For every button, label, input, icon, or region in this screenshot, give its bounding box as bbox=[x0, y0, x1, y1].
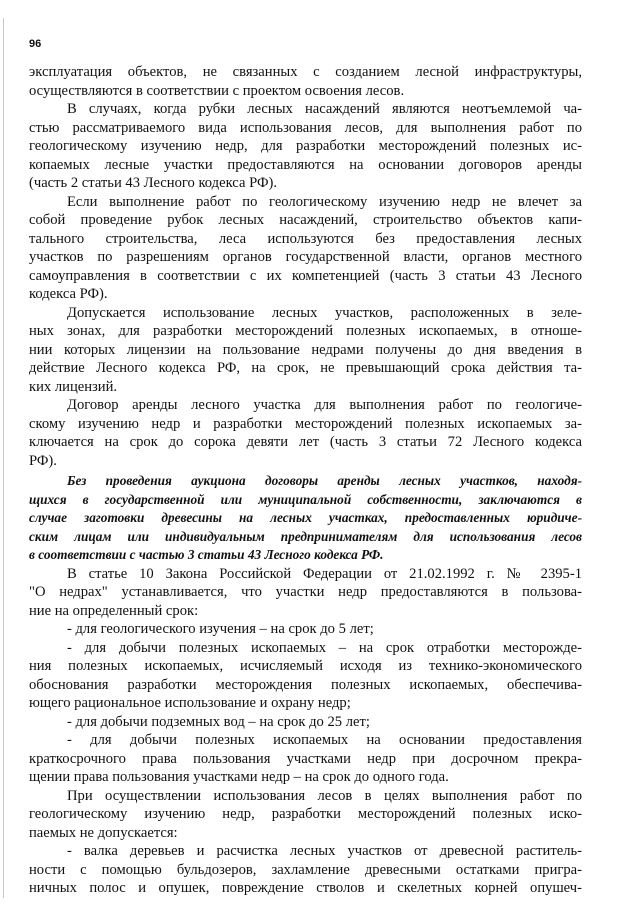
text-line: ключается на срок до сорока девяти лет (часть 3 статьи 72 Лесного кодекса bbox=[29, 434, 582, 450]
paragraph bbox=[29, 304, 582, 397]
list-item bbox=[29, 731, 582, 787]
text-line: нии которых лицензии на пользование недрами получены до дня введения в bbox=[29, 341, 582, 358]
text-line: случае заготовки древесины на лесных участках, предоставленных юридиче- bbox=[29, 510, 582, 526]
text-line: ющего рациональное использование и охрану недр; bbox=[29, 695, 351, 712]
text-line: стью рассматриваемого вида использования лесов, для выполнения работ по bbox=[29, 119, 582, 136]
text-line: При осуществлении использования лесов в целях выполнения работ по bbox=[67, 787, 582, 804]
text-line: Без проведения аукциона договоры аренды лесных участков, находя- bbox=[67, 473, 582, 488]
paragraph bbox=[29, 396, 582, 470]
text-line: Если выполнение работ по геологическому изучению недр не влечет за bbox=[67, 193, 582, 210]
text-line: В статье 10 Закона Российской Федерации от 21.02.1992 г. № 2395-1 bbox=[67, 565, 582, 582]
text-line: - для добычи полезных ископаемых – на срок отработки месторожде- bbox=[67, 639, 582, 656]
text-line: (часть 2 статьи 43 Лесного кодекса РФ). bbox=[29, 175, 277, 191]
text-line: "О недрах" устанавливается, что участки недр предоставляются в пользова- bbox=[29, 584, 582, 601]
text-line: ких лицензий. bbox=[29, 378, 118, 395]
text-line: копаемых лесные участки предоставляются на основании договоров аренды bbox=[29, 156, 582, 173]
list-item bbox=[29, 639, 582, 713]
text-line: скому изучению недр и разработки месторождений полезных ископаемых за- bbox=[29, 415, 582, 432]
text-line: самоуправления в соответствии с их компетенцией (часть 3 статьи 43 Лесного bbox=[29, 267, 582, 284]
text-line: собой проведение рубок лесных насаждений, строительство объектов капи- bbox=[29, 212, 582, 228]
list-item bbox=[29, 620, 582, 639]
text-line: ским лицам или индивидуальным предпринимателям для использования лесов bbox=[29, 528, 582, 544]
text-line: эксплуатация объектов, не связанных с созданием лесной инфраструктуры, bbox=[29, 64, 582, 80]
text-line: ности с помощью бульдозеров, захламление древесными остатками пригра- bbox=[29, 861, 582, 878]
text-line: ных зонах, для разработки месторождений полезных ископаемых, в отноше- bbox=[29, 323, 582, 339]
text-line: - валка деревьев и расчистка лесных участков от древесной раститель- bbox=[67, 843, 582, 860]
text-line: геологическому изучению недр, разработки месторождений полезных иско- bbox=[29, 806, 582, 823]
text-line: кодекса РФ). bbox=[29, 286, 108, 302]
text-line: ние на определенный срок: bbox=[29, 602, 199, 619]
text-line: обоснования разработки месторождения полезных ископаемых, обеспечива- bbox=[29, 676, 582, 693]
page-number: 96 bbox=[29, 38, 42, 50]
text-line: осуществляются в соответствии с проектом освоения лесов. bbox=[29, 82, 405, 99]
text-line: в соответствии с частью 3 статьи 43 Лесного кодекса РФ. bbox=[29, 547, 384, 563]
italic-paragraph bbox=[29, 472, 582, 565]
text-line: действие Лесного кодекса РФ, на срок, не превышающий срока действия та- bbox=[29, 360, 582, 376]
text-line: краткосрочного права пользования участками недр при досрочном прекра- bbox=[29, 750, 582, 767]
body-text bbox=[29, 63, 582, 898]
text-line: - для добычи подземных вод – на срок до 25 лет; bbox=[67, 713, 370, 730]
paragraph bbox=[29, 787, 582, 843]
text-line: В случаях, когда рубки лесных насаждений являются неотъемлемой ча- bbox=[67, 101, 582, 117]
paragraph bbox=[29, 193, 582, 304]
text-line: Допускается использование лесных участков, расположенных в зеле- bbox=[67, 304, 582, 321]
text-line: щении права пользования участками недр – на срок до одного года. bbox=[29, 769, 449, 786]
paragraph bbox=[29, 565, 582, 621]
paragraph bbox=[29, 100, 582, 193]
text-line: РФ). bbox=[29, 452, 57, 469]
text-line: геологическому изучению недр, для разработки месторождений полезных ис- bbox=[29, 138, 582, 154]
text-line: щихся в государственной или муниципальной собственности, заключаются в bbox=[29, 491, 582, 507]
text-line: ничных полос и опушек, повреждение стволов и скелетных корней опушеч- bbox=[29, 880, 582, 897]
text-line: паемых не допускается: bbox=[29, 824, 178, 841]
list-item bbox=[29, 713, 582, 732]
list-item bbox=[29, 842, 582, 898]
text-line: тального строительства, леса используются без предоставления лесных bbox=[29, 230, 582, 247]
text-line: - для добычи полезных ископаемых на основании предоставления bbox=[67, 732, 582, 749]
text-line: ния полезных ископаемых, исчисляемый исходя из технико-экономического bbox=[29, 658, 582, 675]
scan-edge-line bbox=[3, 18, 4, 898]
text-line: участков по разрешениям органов государственной власти, органов местного bbox=[29, 249, 582, 265]
paragraph bbox=[29, 63, 582, 100]
text-line: - для геологического изучения – на срок до 5 лет; bbox=[67, 621, 374, 638]
text-line: Договор аренды лесного участка для выполнения работ по геологиче- bbox=[67, 397, 582, 413]
